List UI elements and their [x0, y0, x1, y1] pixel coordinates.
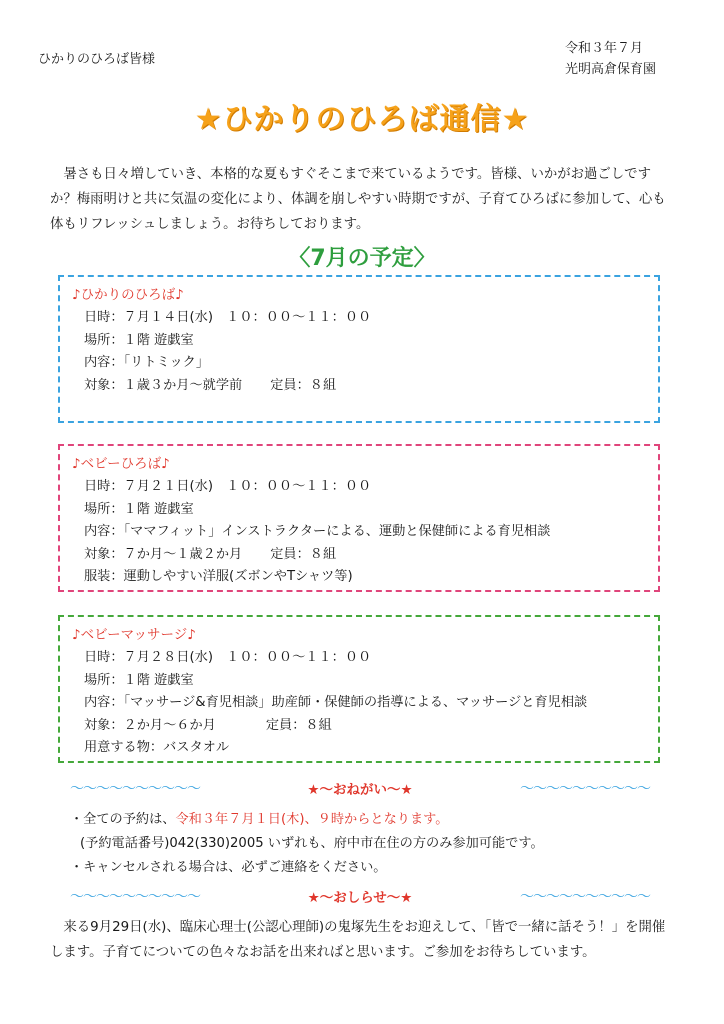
event-box-baby-massage — [58, 615, 660, 763]
event-capacity: 定員：８組 — [270, 377, 337, 393]
event-box-baby-hiroba — [58, 444, 660, 592]
event-target: 対象：７か月～１歳２か月 — [84, 546, 243, 562]
reservation-start-note — [70, 808, 670, 832]
wave-decoration: ～～～～～～～～～～ — [520, 781, 650, 797]
event-target-row — [72, 544, 658, 567]
reservation-start-date: 令和３年７月１日(木)、９時からとなります。 — [175, 812, 449, 827]
event-clothing: 服装：運動しやすい洋服(ズボンやTシャツ等) — [84, 569, 353, 584]
event-target: 対象：２か月～６か月 — [84, 717, 216, 733]
event-content: 内容：「マッサージ&育児相談」助産師・保健師の指導による、マッサージと育児相談 — [84, 695, 588, 710]
issue-date: 令和３年７月 — [564, 41, 643, 56]
event-title: ♪ひかりのひろば♪ — [72, 287, 184, 303]
request-notes — [70, 808, 670, 880]
event-datetime: 日時：７月１４日(水) １０：００～１１：００ — [84, 310, 372, 325]
event-content: 内容：「ママフィット」インストラクターによる、運動と保健師による育児相談 — [84, 524, 551, 539]
request-heading: ★～おねがい～★ — [307, 782, 413, 798]
wave-decoration: ～～～～～～～～～～ — [70, 781, 200, 797]
event-target: 対象：１歳３か月～就学前 — [84, 377, 243, 393]
intro-paragraph: 暑さも日々増していき、本格的な夏もすぐそこまで来ているようです。皆様、いかがお過ごしですか？梅雨明けと共に気温の変化により、体調を崩しやすい時期ですが、子育てひろばに参加して、心も体もリフレッシュしましょう。お待ちしております。 — [50, 167, 666, 232]
date-block — [565, 38, 656, 80]
event-datetime: 日時：７月２８日(水) １０：００～１１：００ — [84, 650, 372, 665]
wave-decoration: ～～～～～～～～～～ — [520, 889, 650, 905]
organization-name: 光明高倉保育園 — [564, 62, 656, 77]
schedule-heading: 〈7月の予定〉 — [288, 246, 436, 271]
event-capacity: 定員：８組 — [270, 546, 337, 562]
event-target-row — [72, 715, 658, 738]
wave-decoration: ～～～～～～～～～～ — [70, 889, 200, 905]
event-items: 用意する物：バスタオル — [84, 740, 230, 755]
event-place: 場所：１階 遊戯室 — [84, 501, 194, 517]
request-divider — [70, 776, 650, 800]
event-title: ♪ベビーマッサージ♪ — [72, 627, 196, 643]
notice-paragraph: 来る9月29日(水)、臨床心理士(公認心理師)の鬼塚先生をお迎えして、「皆で一緒に話そう！」を開催します。子育てについての色々なお話を出来ればと思います。ご参加をお待ちしています。 — [50, 920, 666, 960]
event-title: ♪ベビーひろば♪ — [72, 456, 170, 472]
event-place: 場所：１階 遊戯室 — [84, 672, 194, 688]
notice-heading: ★～おしらせ～★ — [307, 890, 413, 906]
phone-note: (予約電話番号)042(330)2005 いずれも、府中市在住の方のみ参加可能です。 — [80, 836, 544, 851]
cancel-note: ・キャンセルされる場合は、必ずご連絡をください。 — [70, 860, 387, 875]
addressee: ひかりのひろば皆様 — [38, 52, 156, 67]
event-datetime: 日時：７月２１日(水) １０：００～１１：００ — [84, 479, 372, 494]
event-box-hikari-hiroba — [58, 275, 660, 423]
note-prefix: ・全ての予約は、 — [70, 812, 176, 827]
event-target-row — [72, 375, 658, 398]
newsletter-title: ★ひかりのひろば通信★ — [194, 102, 530, 137]
event-content: 内容：「リトミック」 — [84, 355, 210, 370]
event-capacity: 定員：８組 — [265, 717, 332, 733]
event-place: 場所：１階 遊戯室 — [84, 332, 194, 348]
notice-divider — [70, 884, 650, 908]
